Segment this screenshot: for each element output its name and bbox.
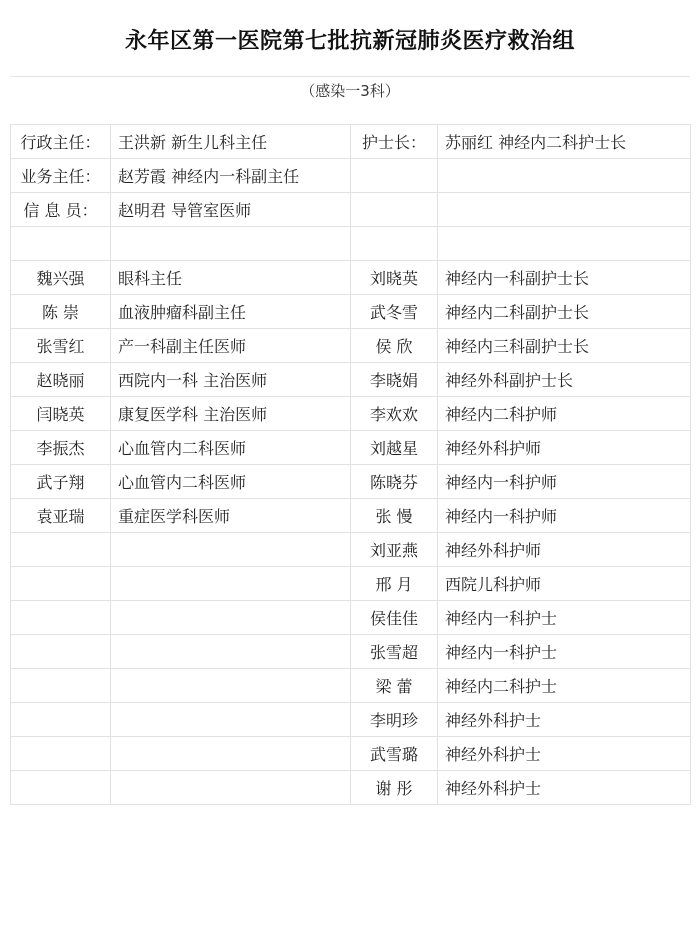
- leader-row: [11, 159, 691, 193]
- nurse-title: 神经外科护士: [438, 737, 691, 771]
- doctor-title: [111, 567, 351, 601]
- doctor-name: 袁亚瑞: [11, 499, 111, 533]
- leader-name-title: 王洪新 新生儿科主任: [111, 125, 351, 159]
- leader-role-label: 信 息 员：: [11, 193, 111, 227]
- leader-name-title: 赵芳霞 神经内一科副主任: [111, 159, 351, 193]
- leader-name-title: [438, 159, 691, 193]
- member-row: [11, 635, 691, 669]
- member-row: [11, 567, 691, 601]
- doctor-title: 眼科主任: [111, 261, 351, 295]
- page-subtitle: （感染一3科）: [300, 82, 400, 100]
- leader-role-label: [351, 159, 438, 193]
- leader-row: [11, 125, 691, 159]
- doctor-name: [11, 771, 111, 805]
- member-row: [11, 737, 691, 771]
- leader-name-title: [438, 193, 691, 227]
- member-row: [11, 295, 691, 329]
- nurse-title: 神经外科护士: [438, 771, 691, 805]
- doctor-title: [111, 703, 351, 737]
- nurse-name: 邢 月: [351, 567, 438, 601]
- doctor-name: [11, 635, 111, 669]
- nurse-name: 侯佳佳: [351, 601, 438, 635]
- nurse-title: 神经内一科护士: [438, 601, 691, 635]
- doctor-name: [11, 601, 111, 635]
- nurse-name: 李晓娟: [351, 363, 438, 397]
- nurse-title: 神经内二科护师: [438, 397, 691, 431]
- member-row: [11, 363, 691, 397]
- doctor-name: 陈 崇: [11, 295, 111, 329]
- nurse-name: 谢 彤: [351, 771, 438, 805]
- leader-row: [11, 227, 691, 261]
- nurse-title: 神经内一科副护士长: [438, 261, 691, 295]
- member-row: [11, 669, 691, 703]
- doctor-name: 张雪红: [11, 329, 111, 363]
- doctor-title: 西院内一科 主治医师: [111, 363, 351, 397]
- doctor-name: [11, 703, 111, 737]
- nurse-name: 武雪璐: [351, 737, 438, 771]
- nurse-name: 刘越星: [351, 431, 438, 465]
- member-row: [11, 431, 691, 465]
- doctor-title: [111, 771, 351, 805]
- nurse-name: 张 慢: [351, 499, 438, 533]
- doctor-title: 心血管内二科医师: [111, 465, 351, 499]
- nurse-title: 神经外科护师: [438, 533, 691, 567]
- doctor-title: 产一科副主任医师: [111, 329, 351, 363]
- member-row: [11, 499, 691, 533]
- nurse-name: 李欢欢: [351, 397, 438, 431]
- roster-table: [10, 124, 691, 805]
- doctor-name: 闫晓英: [11, 397, 111, 431]
- nurse-title: 神经内三科副护士长: [438, 329, 691, 363]
- nurse-title: 神经内一科护师: [438, 499, 691, 533]
- member-row: [11, 261, 691, 295]
- doctor-title: [111, 737, 351, 771]
- doctor-title: 康复医学科 主治医师: [111, 397, 351, 431]
- page-title: 永年区第一医院第七批抗新冠肺炎医疗救治组: [124, 29, 575, 54]
- nurse-name: 李明珍: [351, 703, 438, 737]
- doctor-name: 武子翔: [11, 465, 111, 499]
- doctor-title: 重症医学科医师: [111, 499, 351, 533]
- nurse-name: 梁 蕾: [351, 669, 438, 703]
- doctor-title: [111, 635, 351, 669]
- doctor-title: [111, 669, 351, 703]
- nurse-name: 武冬雪: [351, 295, 438, 329]
- doctor-title: [111, 601, 351, 635]
- doctor-name: [11, 567, 111, 601]
- member-row: [11, 397, 691, 431]
- member-row: [11, 533, 691, 567]
- nurse-name: 侯 欣: [351, 329, 438, 363]
- doctor-name: [11, 737, 111, 771]
- leader-name-title: 苏丽红 神经内二科护士长: [438, 125, 691, 159]
- leader-role-label: [11, 227, 111, 261]
- title-divider: [10, 76, 690, 77]
- member-row: [11, 465, 691, 499]
- leader-role-label: 护士长：: [351, 125, 438, 159]
- doctor-title: 血液肿瘤科副主任: [111, 295, 351, 329]
- nurse-title: 神经外科副护士长: [438, 363, 691, 397]
- doctor-title: [111, 533, 351, 567]
- nurse-title: 神经外科护士: [438, 703, 691, 737]
- doctor-name: [11, 533, 111, 567]
- nurse-title: 神经内一科护师: [438, 465, 691, 499]
- leader-role-label: 行政主任：: [11, 125, 111, 159]
- leader-row: [11, 193, 691, 227]
- nurse-name: 陈晓芬: [351, 465, 438, 499]
- leader-name-title: 赵明君 导管室医师: [111, 193, 351, 227]
- member-row: [11, 703, 691, 737]
- doctor-name: [11, 669, 111, 703]
- member-row: [11, 771, 691, 805]
- leader-role-label: [351, 227, 438, 261]
- nurse-name: 刘晓英: [351, 261, 438, 295]
- leader-role-label: 业务主任：: [11, 159, 111, 193]
- member-row: [11, 329, 691, 363]
- leader-name-title: [438, 227, 691, 261]
- nurse-name: 张雪超: [351, 635, 438, 669]
- leader-role-label: [351, 193, 438, 227]
- nurse-name: 刘亚燕: [351, 533, 438, 567]
- doctor-name: 魏兴强: [11, 261, 111, 295]
- doctor-name: 赵晓丽: [11, 363, 111, 397]
- nurse-title: 神经内一科护士: [438, 635, 691, 669]
- nurse-title: 神经内二科副护士长: [438, 295, 691, 329]
- nurse-title: 神经内二科护士: [438, 669, 691, 703]
- doctor-name: 李振杰: [11, 431, 111, 465]
- leader-name-title: [111, 227, 351, 261]
- member-row: [11, 601, 691, 635]
- roster-body: [11, 125, 691, 805]
- doctor-title: 心血管内二科医师: [111, 431, 351, 465]
- nurse-title: 西院儿科护师: [438, 567, 691, 601]
- nurse-title: 神经外科护师: [438, 431, 691, 465]
